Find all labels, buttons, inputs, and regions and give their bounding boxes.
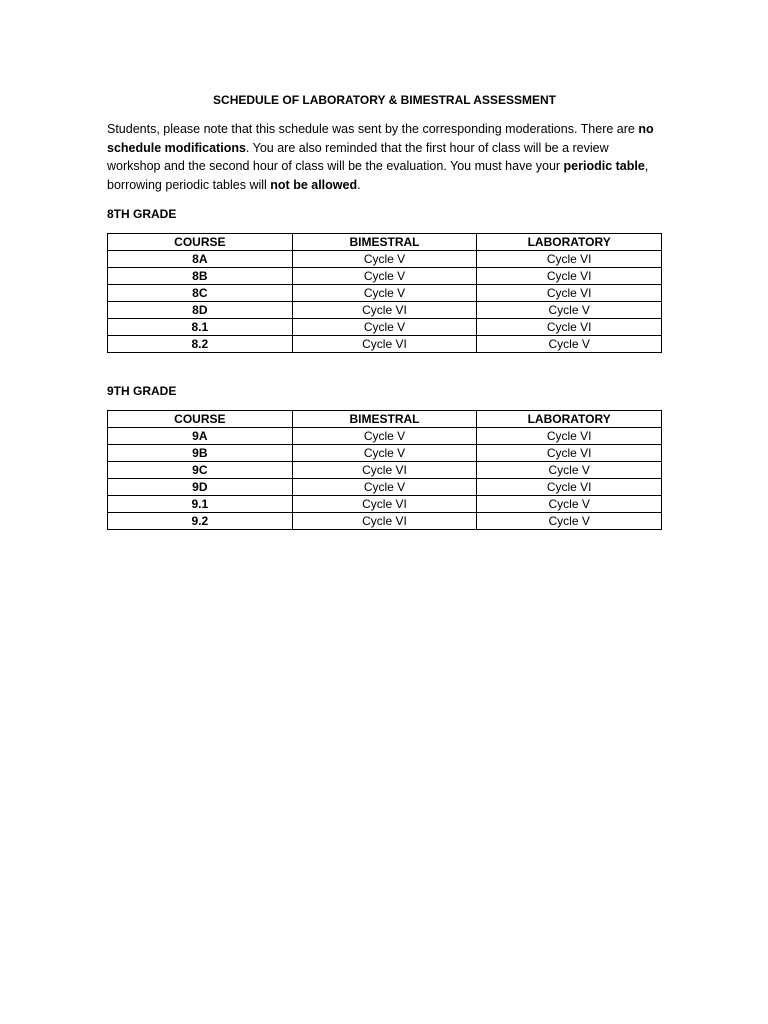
bimestral-cell: Cycle V	[292, 428, 477, 445]
table-row	[108, 462, 662, 479]
header-bimestral: BIMESTRAL	[292, 234, 477, 251]
course-cell: 8D	[108, 302, 293, 319]
table-row	[108, 251, 662, 268]
intro-bold-2: periodic table	[563, 159, 645, 173]
bimestral-cell: Cycle V	[292, 285, 477, 302]
document-title: SCHEDULE OF LABORATORY & BIMESTRAL ASSESSMENT	[213, 93, 556, 107]
laboratory-cell: Cycle VI	[477, 479, 662, 496]
bimestral-cell: Cycle V	[292, 251, 477, 268]
table-row	[108, 496, 662, 513]
course-cell: 9A	[108, 428, 293, 445]
table-row	[108, 513, 662, 530]
intro-bold-3: not be allowed	[270, 177, 358, 192]
bimestral-cell: Cycle VI	[292, 302, 477, 319]
laboratory-cell: Cycle V	[477, 496, 662, 513]
course-cell: 8.2	[108, 336, 293, 353]
table-row	[108, 428, 662, 445]
header-bimestral: BIMESTRAL	[292, 411, 477, 428]
table-row	[108, 336, 662, 353]
header-course: COURSE	[108, 411, 293, 428]
schedule-table-9th-grade	[107, 410, 662, 530]
course-cell: 9.1	[108, 496, 293, 513]
table-header-row	[108, 234, 662, 251]
header-laboratory: LABORATORY	[477, 234, 662, 251]
laboratory-cell: Cycle VI	[477, 445, 662, 462]
section-title-8th-grade: 8TH GRADE	[107, 207, 177, 221]
document-page	[107, 92, 662, 530]
bimestral-cell: Cycle VI	[292, 462, 477, 479]
bimestral-cell: Cycle V	[292, 445, 477, 462]
intro-text-3: , borrowing periodic tables will	[107, 159, 649, 192]
bimestral-cell: Cycle VI	[292, 496, 477, 513]
laboratory-cell: Cycle VI	[477, 251, 662, 268]
course-cell: 8.1	[108, 319, 293, 336]
laboratory-cell: Cycle VI	[477, 428, 662, 445]
laboratory-cell: Cycle VI	[477, 268, 662, 285]
laboratory-cell: Cycle V	[477, 302, 662, 319]
header-laboratory: LABORATORY	[477, 411, 662, 428]
laboratory-cell: Cycle VI	[477, 285, 662, 302]
course-cell: 8A	[108, 251, 293, 268]
course-cell: 8B	[108, 268, 293, 285]
intro-text-2: . You are also reminded that the first hour of class will be a review workshop and the second hour of class will be the evaluation. You must have your	[107, 140, 609, 173]
header-course: COURSE	[108, 234, 293, 251]
laboratory-cell: Cycle V	[477, 336, 662, 353]
table-row	[108, 445, 662, 462]
bimestral-cell: Cycle V	[292, 479, 477, 496]
bimestral-cell: Cycle VI	[292, 513, 477, 530]
course-cell: 9D	[108, 479, 293, 496]
intro-text-4: .	[357, 177, 361, 192]
table-row	[108, 268, 662, 285]
course-cell: 8C	[108, 285, 293, 302]
course-cell: 9.2	[108, 513, 293, 530]
table-header-row	[108, 411, 662, 428]
table-row	[108, 302, 662, 319]
intro-paragraph	[107, 120, 662, 194]
intro-bold-1: no schedule modifications	[107, 122, 654, 155]
schedule-table-8th-grade	[107, 233, 662, 353]
table-row	[108, 479, 662, 496]
bimestral-cell: Cycle VI	[292, 336, 477, 353]
laboratory-cell: Cycle V	[477, 462, 662, 479]
laboratory-cell: Cycle VI	[477, 319, 662, 336]
bimestral-cell: Cycle V	[292, 319, 477, 336]
section-title-9th-grade: 9TH GRADE	[107, 384, 177, 398]
intro-text-1: Students, please note that this schedule was sent by the corresponding moderations. There are	[107, 122, 639, 136]
bimestral-cell: Cycle V	[292, 268, 477, 285]
table-row	[108, 319, 662, 336]
course-cell: 9B	[108, 445, 293, 462]
course-cell: 9C	[108, 462, 293, 479]
table-row	[108, 285, 662, 302]
laboratory-cell: Cycle V	[477, 513, 662, 530]
